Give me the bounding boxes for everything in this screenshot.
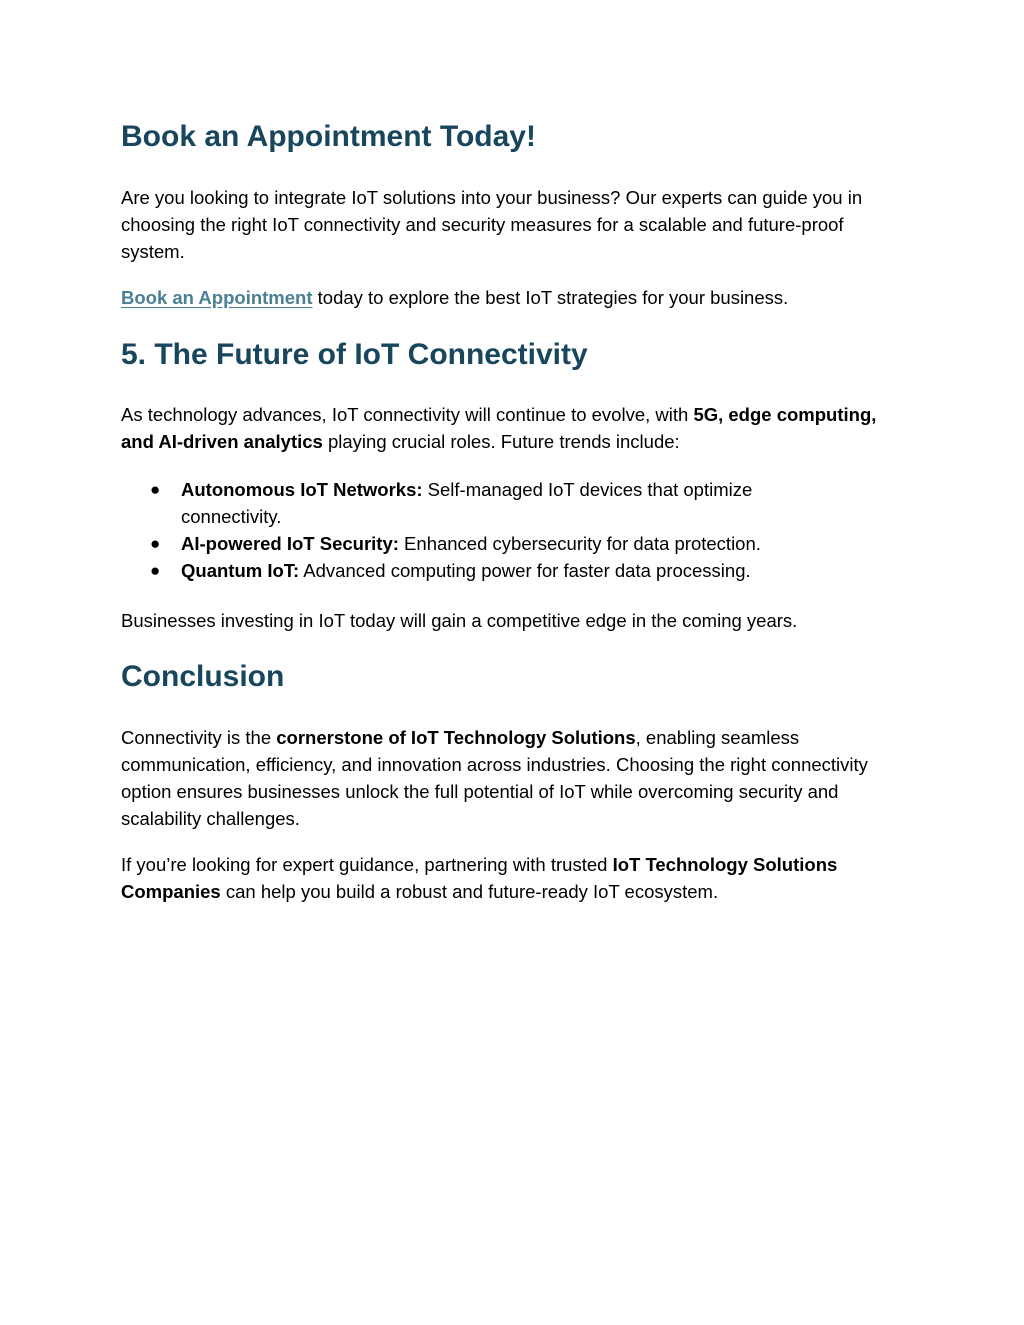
bullet-icon: ● <box>150 561 161 580</box>
book-appointment-link[interactable]: Book an Appointment <box>121 287 313 308</box>
conclusion-p1-bold: cornerstone of IoT Technology Solutions <box>276 727 636 748</box>
bullet-icon: ● <box>150 534 161 553</box>
future-trends-list <box>121 476 906 584</box>
bullet-icon: ● <box>150 480 161 499</box>
conclusion-p2-text-a: If you’re looking for expert guidance, partnering with trusted <box>121 854 613 875</box>
future-intro-text-a: As technology advances, IoT connectivity will continue to evolve, with <box>121 404 694 425</box>
list-item <box>121 476 821 530</box>
future-heading: 5. The Future of IoT Connectivity <box>121 338 588 371</box>
future-closing-paragraph: Businesses investing in IoT today will gain a competitive edge in the coming years. <box>121 610 798 631</box>
trend-text: Advanced computing power for faster data processing. <box>299 560 751 581</box>
trend-text: Enhanced cybersecurity for data protection. <box>398 533 761 554</box>
conclusion-heading: Conclusion <box>121 660 285 693</box>
trend-title: Autonomous IoT Networks: <box>181 479 423 500</box>
trend-title: Quantum IoT: <box>181 560 300 581</box>
conclusion-p2-text-b: can help you build a robust and future-ready IoT ecosystem. <box>220 881 719 902</box>
future-intro-text-b: playing crucial roles. Future trends include: <box>322 431 680 452</box>
conclusion-p1-text-b: , enabling seamless communication, efficiency, and innovation across industries. Choosing the right connectivity option ensures businesses unlock the full potential of IoT while overcoming security and scalability challenges. <box>121 727 868 829</box>
future-intro-paragraph <box>121 401 901 455</box>
list-item <box>121 530 821 557</box>
trend-text: Self-managed IoT devices that optimize connectivity. <box>181 479 753 527</box>
future-intro-bold: 5G, edge computing, and AI-driven analytics <box>121 404 877 452</box>
conclusion-p1-text-a: Connectivity is the <box>121 727 277 748</box>
book-cta-text: today to explore the best IoT strategies for your business. <box>312 287 789 308</box>
book-cta-paragraph <box>121 284 901 311</box>
conclusion-paragraph-2 <box>121 851 906 905</box>
conclusion-p2-bold: IoT Technology Solutions Companies <box>121 854 838 902</box>
book-appointment-heading: Book an Appointment Today! <box>121 120 536 153</box>
trend-title: AI-powered IoT Security: <box>181 533 399 554</box>
conclusion-paragraph-1 <box>121 724 906 832</box>
list-item <box>121 557 821 584</box>
book-intro-paragraph: Are you looking to integrate IoT solutions into your business? Our experts can guide you in choosing the right IoT connectivity and security measures for a scalable and future-proof system. <box>121 187 863 262</box>
